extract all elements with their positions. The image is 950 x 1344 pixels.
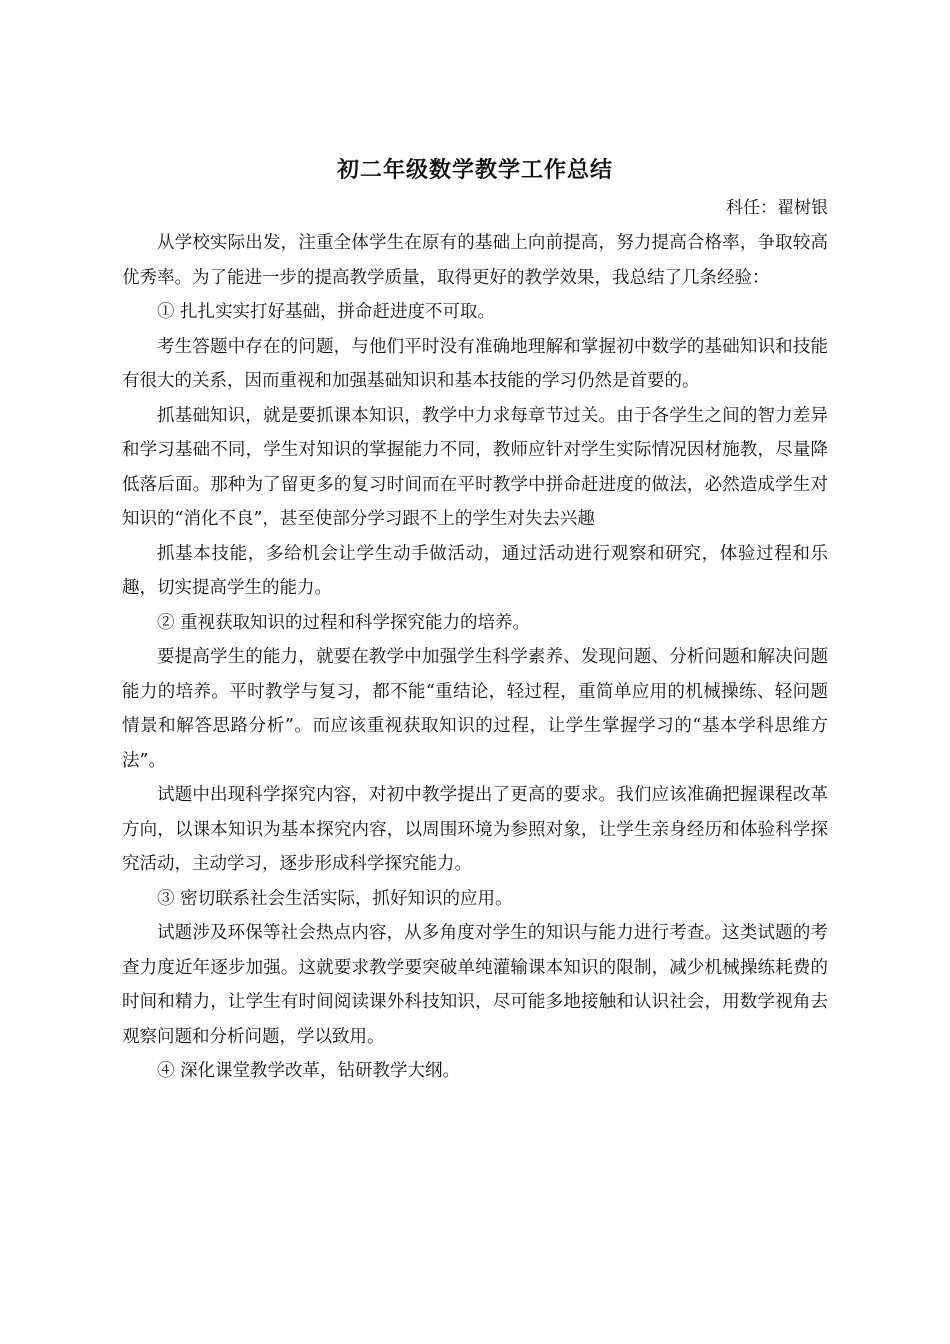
paragraph: 抓基础知识，就是要抓课本知识，教学中力求每章节过关。由于各学生之间的智力差异和学习基础不同，学生对知识的掌握能力不同，教师应针对学生实际情况因材施教，尽量降低落后面。那种为了留更多的复习时间而在平时教学中拼命赶进度的做法，必然造成学生对知识的“消化不良”，甚至使部分学习跟不上的学生对失去兴趣	[122, 405, 828, 529]
paragraph-heading-1: ① 扎扎实实打好基础，拼命赶进度不可取。	[157, 302, 496, 322]
document-body	[122, 226, 828, 1089]
paragraph: 考生答题中存在的问题，与他们平时没有准确地理解和掌握初中数学的基础知识和技能有很大的关系，因而重视和加强基础知识和基本技能的学习仍然是首要的。	[122, 336, 828, 391]
paragraph: 抓基本技能，多给机会让学生动手做活动，通过活动进行观察和研究，体验过程和乐趣，切实提高学生的能力。	[122, 543, 828, 598]
paragraph-heading-4: ④ 深化课堂教学改革，钻研教学大纲。	[157, 1061, 461, 1081]
paragraph-heading-2: ② 重视获取知识的过程和科学探究能力的培养。	[157, 612, 531, 633]
document-title: 初二年级数学教学工作总结	[336, 157, 613, 183]
paragraph-heading-3: ③ 密切联系社会生活实际，抓好知识的应用。	[157, 888, 513, 909]
paragraph: 试题中出现科学探究内容，对初中教学提出了更高的要求。我们应该准确把握课程改革方向，以课本知识为基本探究内容，以周围环境为参照对象，让学生亲身经历和体验科学探究活动，主动学习，逐步形成科学探究能力。	[122, 785, 828, 874]
paragraph: 要提高学生的能力，就要在教学中加强学生科学素养、发现问题、分析问题和解决问题能力的培养。平时教学与复习，都不能“重结论，轻过程，重简单应用的机械操练、轻问题情景和解答思路分析”。而应该重视获取知识的过程，让学生掌握学习的“基本学科思维方法”。	[122, 647, 828, 771]
paragraph: 试题涉及环保等社会热点内容，从多角度对学生的知识与能力进行考查。这类试题的考查力度近年逐步加强。这就要求教学要突破单纯灌输课本知识的限制，减少机械操练耗费的时间和精力，让学生有时间阅读课外科技知识，尽可能多地接触和认识社会，用数学视角去观察问题和分析问题，学以致用。	[122, 923, 828, 1047]
paragraph-intro: 从学校实际出发，注重全体学生在原有的基础上向前提高，努力提高合格率，争取较高优秀率。为了能进一步的提高教学质量，取得更好的教学效果，我总结了几条经验：	[122, 233, 828, 288]
document-author: 科任：翟树银	[726, 198, 828, 218]
